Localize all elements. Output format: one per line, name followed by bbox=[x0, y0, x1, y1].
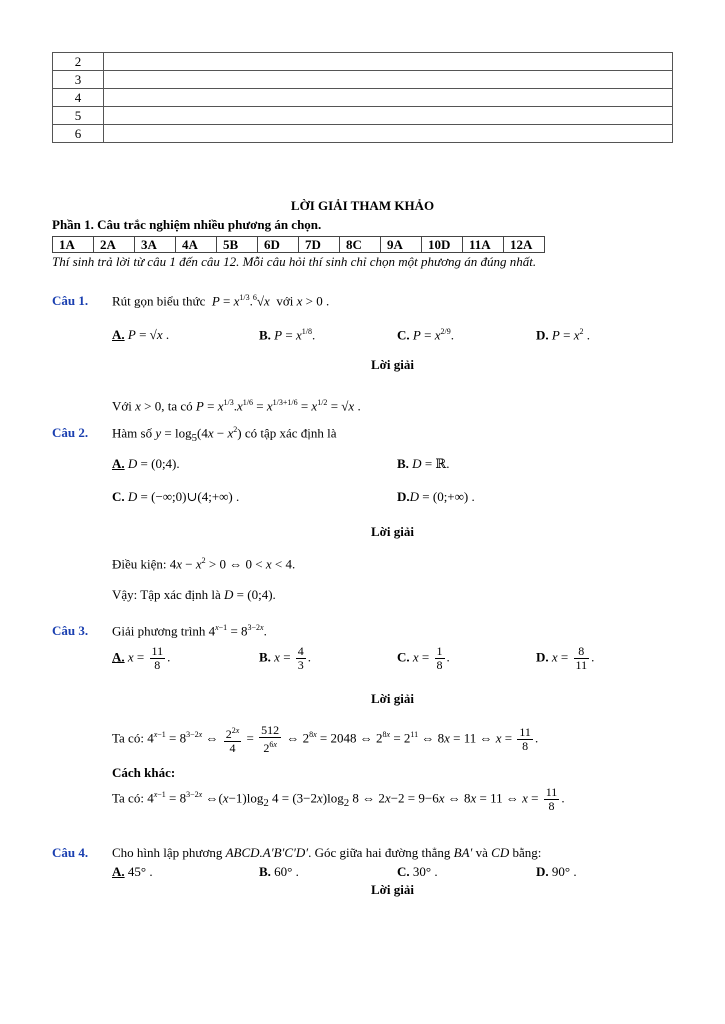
answer-key-cell: 1A bbox=[53, 237, 94, 253]
q3-solution-2: Ta có: $4^{x-1} = 8^{3-2x}$ $\Leftrightarrow(x-1)\log_2$ $4 = (3-2x)\log_2$ 8 ⇔ 2x−2 = 9−6x ⇔ 8x = 11 ⇔ x = $\frac{11}{8}$ . bbox=[112, 785, 565, 813]
answer-key-cell: 6D bbox=[258, 237, 299, 253]
q1-option-c-label: C. bbox=[397, 327, 410, 343]
q2-option-c: C. D = (−∞;0)∪(4;+∞) . bbox=[112, 489, 240, 504]
q1-stem: Rút gọn biểu thức bbox=[112, 293, 206, 309]
q3-sol1-text: Ta có: bbox=[112, 730, 144, 746]
row-answer-cell bbox=[104, 125, 673, 143]
q2-solution-label: Lời giải bbox=[371, 524, 414, 539]
blank-answer-table bbox=[52, 52, 673, 143]
q2-solution-1: Điều kiện: $4x - x^2 > 0$ ⇔ 0 < x < 4. bbox=[112, 556, 296, 572]
row-answer-cell bbox=[104, 53, 673, 71]
answer-key-cell: 5B bbox=[217, 237, 258, 253]
q4-text: Cho hình lập phương ABCD.A′B′C′D′. Góc giữa hai đường thẳng BA′ và CD bằng: bbox=[112, 845, 542, 860]
q4-option-c: C. 30° . bbox=[397, 864, 438, 879]
q4-option-d: D. 90° . bbox=[536, 864, 577, 879]
table-row bbox=[53, 71, 673, 89]
q2-option-b-label: B. bbox=[397, 456, 409, 471]
row-answer-cell bbox=[104, 107, 673, 125]
page-title: LỜI GIẢI THAM KHẢO bbox=[290, 198, 435, 213]
q4-mid: . Góc giữa hai đường thẳng bbox=[308, 845, 451, 860]
answer-key-cell: 2A bbox=[94, 237, 135, 253]
row-number: 2 bbox=[53, 53, 104, 71]
row-number: 3 bbox=[53, 71, 104, 89]
q3-option-c-label: C. bbox=[397, 649, 410, 665]
q3-option-a: A. x = $\frac{11}{8}$ . bbox=[112, 644, 171, 672]
q2-option-a-label: A. bbox=[112, 456, 125, 471]
q4-option-a: A. 45° . bbox=[112, 864, 153, 879]
q4-label: Câu 4. bbox=[52, 845, 89, 860]
q3-label: Câu 3. bbox=[52, 623, 89, 638]
row-number: 6 bbox=[53, 125, 104, 143]
q2-sol2-text: Vậy: Tập xác định là bbox=[112, 587, 221, 602]
table-row bbox=[53, 107, 673, 125]
q1-option-d-label: D. bbox=[536, 327, 549, 343]
q2-sol1-text: Điều kiện: bbox=[112, 556, 167, 572]
answer-key-cell: 7D bbox=[299, 237, 340, 253]
answer-key-cell: 12A bbox=[504, 237, 545, 253]
q2-stem: Hàm số bbox=[112, 425, 153, 441]
answer-key-cell: 11A bbox=[463, 237, 504, 253]
q3-stem: Giải phương trình bbox=[112, 623, 206, 639]
row-number: 5 bbox=[53, 107, 104, 125]
q1-option-a-label: A. bbox=[112, 327, 125, 342]
q2-text: Hàm số $y = \log_5(4x - x^2)$ có tập xác định là bbox=[112, 425, 337, 444]
answer-key-cell: 10D bbox=[422, 237, 463, 253]
q4-option-b-label: B. bbox=[259, 864, 271, 879]
q4-option-a-label: A. bbox=[112, 864, 125, 879]
q1-text: Rút gọn biểu thức $P = x^{1/3}.^6√x$ với x > 0 . bbox=[112, 293, 330, 309]
row-number: 4 bbox=[53, 89, 104, 107]
q1-solution: Với x > 0, ta có $P = x^{1/3}.x^{1/6} = x^{1/3+1/6} = x^{1/2} = √x$ . bbox=[112, 398, 361, 414]
answer-key-cell: 8C bbox=[340, 237, 381, 253]
q4-option-c-label: C. bbox=[397, 864, 410, 879]
q2-option-d: D.D = (0;+∞) . bbox=[397, 489, 475, 504]
q3-option-b-label: B. bbox=[259, 649, 271, 665]
q4-solution-label: Lời giải bbox=[371, 882, 414, 897]
part1-title: Phần 1. Câu trắc nghiệm nhiều phương án chọn. bbox=[52, 217, 322, 232]
table-row bbox=[53, 89, 673, 107]
q3-option-d-label: D. bbox=[536, 649, 549, 665]
q3-solution-1: Ta có: $4^{x-1} = 8^{3-2x}$ ⇔ $\frac{2^{2x}}{4}$ = $\frac{512}{2^{6x}}$ ⇔ $2^{8x} = 2048$ ⇔ $2^{8x} = 2^{11}$ ⇔ 8x = 11 ⇔ x = $\frac{11}{8}$ . bbox=[112, 723, 539, 755]
q1-option-d: D. $P = x^2$ . bbox=[536, 327, 590, 343]
answer-key-cell: 3A bbox=[135, 237, 176, 253]
q3-solution-label: Lời giải bbox=[371, 691, 414, 706]
q3-option-d: D. x = $\frac{8}{11}$ . bbox=[536, 644, 595, 672]
q1-option-b: B. $P = x^{1/8}$. bbox=[259, 327, 316, 343]
q1-sol-mid: , ta có bbox=[161, 398, 193, 414]
row-answer-cell bbox=[104, 89, 673, 107]
q4-and: và bbox=[475, 845, 488, 860]
q4-tail: bằng: bbox=[512, 845, 542, 860]
table-row bbox=[53, 125, 673, 143]
answer-key-cell: 9A bbox=[381, 237, 422, 253]
q3-text: Giải phương trình $4^{x-1} = 8^{3-2x}$. bbox=[112, 623, 267, 639]
q3-option-a-label: A. bbox=[112, 649, 125, 665]
q4-option-b: B. 60° . bbox=[259, 864, 299, 879]
q1-label: Câu 1. bbox=[52, 293, 89, 308]
q1-option-a: A. P = √x . bbox=[112, 327, 170, 342]
q2-option-d-label: D. bbox=[397, 489, 410, 504]
answer-key-cell: 4A bbox=[176, 237, 217, 253]
q2-option-c-label: C. bbox=[112, 489, 125, 504]
q1-option-c: C. $P = x^{2/9}$. bbox=[397, 327, 454, 343]
q3-sol2-text: Ta có: bbox=[112, 790, 144, 806]
q3-option-c: C. x = $\frac{1}{8}$ . bbox=[397, 644, 450, 672]
q1-solution-label: Lời giải bbox=[371, 357, 414, 372]
q1-option-b-label: B. bbox=[259, 327, 271, 343]
q3-option-b: B. x = $\frac{4}{3}$ . bbox=[259, 644, 312, 672]
instruction: Thí sinh trả lời từ câu 1 đến câu 12. Mỗi câu hỏi thí sinh chỉ chọn một phương án đúng nhất. bbox=[52, 254, 537, 269]
q1-sol-prefix: Với bbox=[112, 398, 132, 414]
row-answer-cell bbox=[104, 71, 673, 89]
q2-solution-2: Vậy: Tập xác định là D = (0;4). bbox=[112, 587, 276, 602]
answer-key-table bbox=[52, 236, 545, 253]
q3-alt-label: Cách khác: bbox=[112, 765, 176, 780]
q1-cond: với bbox=[276, 293, 294, 309]
q2-tail: có tập xác định là bbox=[244, 425, 337, 441]
q4-option-d-label: D. bbox=[536, 864, 549, 879]
q4-stem: Cho hình lập phương bbox=[112, 845, 223, 860]
q2-option-a: A. D = (0;4). bbox=[112, 456, 180, 471]
q2-label: Câu 2. bbox=[52, 425, 89, 440]
q2-option-b: B. D = ℝ. bbox=[397, 456, 450, 471]
table-row bbox=[53, 53, 673, 71]
